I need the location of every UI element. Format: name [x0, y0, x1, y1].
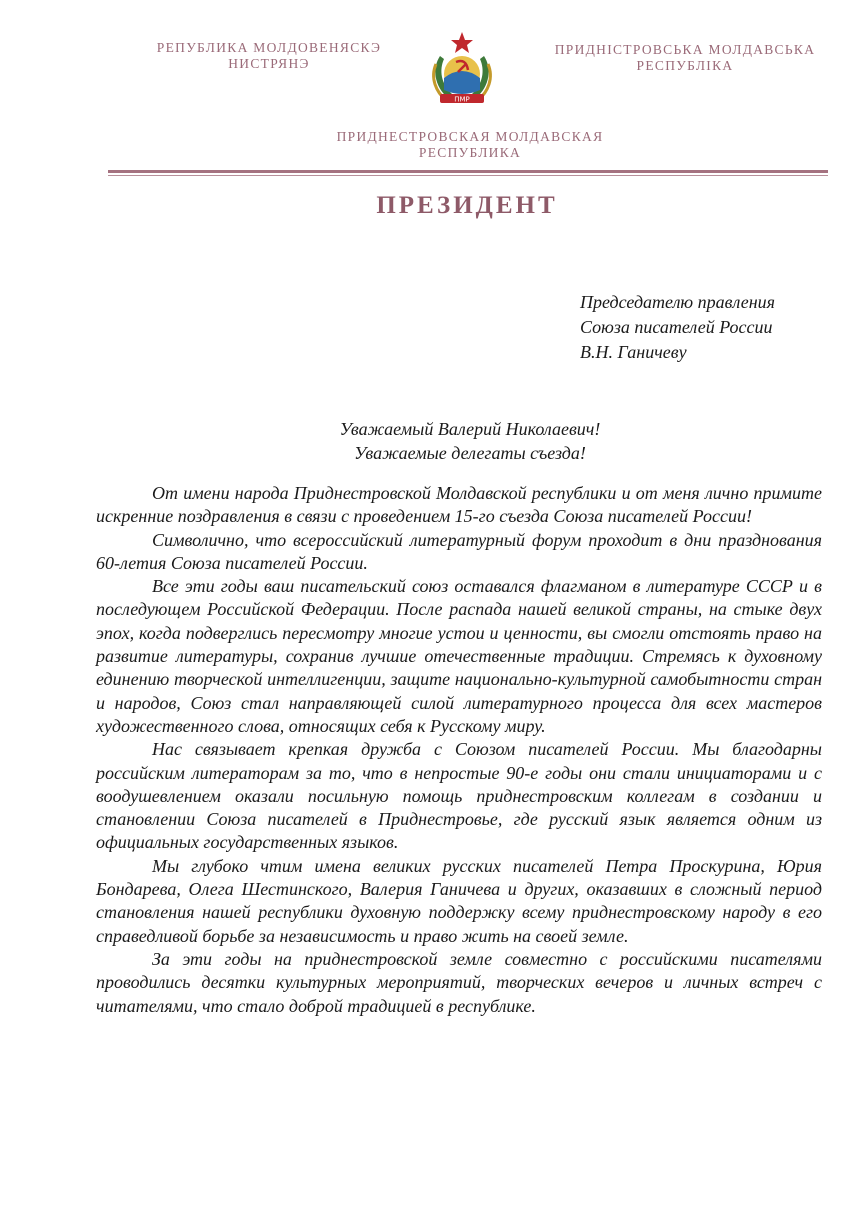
salutation-line1: Уважаемый Валерий Николаевич!: [339, 419, 601, 439]
addressee-block: [580, 290, 775, 365]
addressee-line1: Председателю правления: [580, 292, 776, 312]
letterhead-ukrainian-line1: ПРИДНІСТРОВСЬКА МОЛДАВСЬКА: [554, 42, 816, 57]
body-paragraph: За эти годы на приднестровской земле совместно с российскими писателями проводились десятки культурных мероприятий, творческих вечеров и личных встреч с читателями, что стало доброй традицией в республике.: [96, 948, 822, 1016]
letterhead-moldovan: [138, 40, 400, 72]
letterhead-russian-line2: РЕСПУБЛИКА: [418, 145, 522, 160]
emblem-label: ПМР: [454, 95, 470, 104]
letterhead-moldovan-line2: НИСТРЯНЭ: [228, 56, 310, 71]
salutation-line2: Уважаемые делегаты съезда!: [354, 443, 586, 463]
letterhead-divider-thin: [108, 175, 828, 176]
letterhead-divider: [108, 170, 828, 173]
document-title: ПРЕЗИДЕНТ: [376, 192, 558, 219]
letterhead-moldovan-line1: РЕПУБЛИКА МОЛДОВЕНЯСКЭ: [156, 40, 382, 55]
letterhead-ukrainian: [540, 42, 830, 74]
body-paragraph: Мы глубоко чтим имена великих русских писателей Петра Проскурина, Юрия Бондарева, Олега Шестинского, Валерия Ганичева и других, оказавших в сложный период становления нашей республики духовную поддержку всему приднестровскому народу в его справедливой борьбе за независимость и право жить на своей земле.: [96, 855, 822, 946]
body-paragraph: Символично, что всероссийский литературный форум проходит в дни празднования 60-летия Союза писателей России.: [96, 529, 822, 573]
letter-body: [96, 482, 822, 1018]
body-paragraph: Все эти годы ваш писательский союз оставался флагманом в литературе СССР и в последующем Российской Федерации. После распада нашей великой страны, на стыке двух эпох, когда подверглись пересмотру многие устои и ценности, вы смогли отстоять право на развитие литературы, сохранив лучшие отечественные традиции. Стремясь к духовному единению творческой интеллигенции, защите национально-культурной самобытности стран и народов, Союз стал направляющей силой литературного процесса для всех мастеров художественного слова, относящих себя к Русскому миру.: [96, 576, 822, 736]
addressee-line2: Союза писателей России: [580, 317, 773, 337]
letterhead-russian: [300, 129, 640, 161]
letterhead-russian-line1: ПРИДНЕСТРОВСКАЯ МОЛДАВСКАЯ: [336, 129, 604, 144]
addressee-line3: В.Н. Ганичеву: [580, 342, 687, 362]
body-paragraph: Нас связывает крепкая дружба с Союзом писателей России. Мы благодарны российским литераторам за то, что в непростые 90-е годы они стали инициаторами и с воодушевлением оказали посильную помощь приднестровским коллегам в создании и становлении Союза писателей в Приднестровье, где русский язык является одним из официальных государственных языков.: [96, 739, 822, 853]
salutation-block: [110, 417, 830, 465]
body-paragraph: От имени народа Приднестровской Молдавской республики и от меня лично примите искренние поздравления в связи с проведением 15-го съезда Союза писателей России!: [96, 483, 822, 527]
state-emblem-icon: [426, 28, 498, 108]
letterhead-ukrainian-line2: РЕСПУБЛІКА: [636, 58, 734, 73]
